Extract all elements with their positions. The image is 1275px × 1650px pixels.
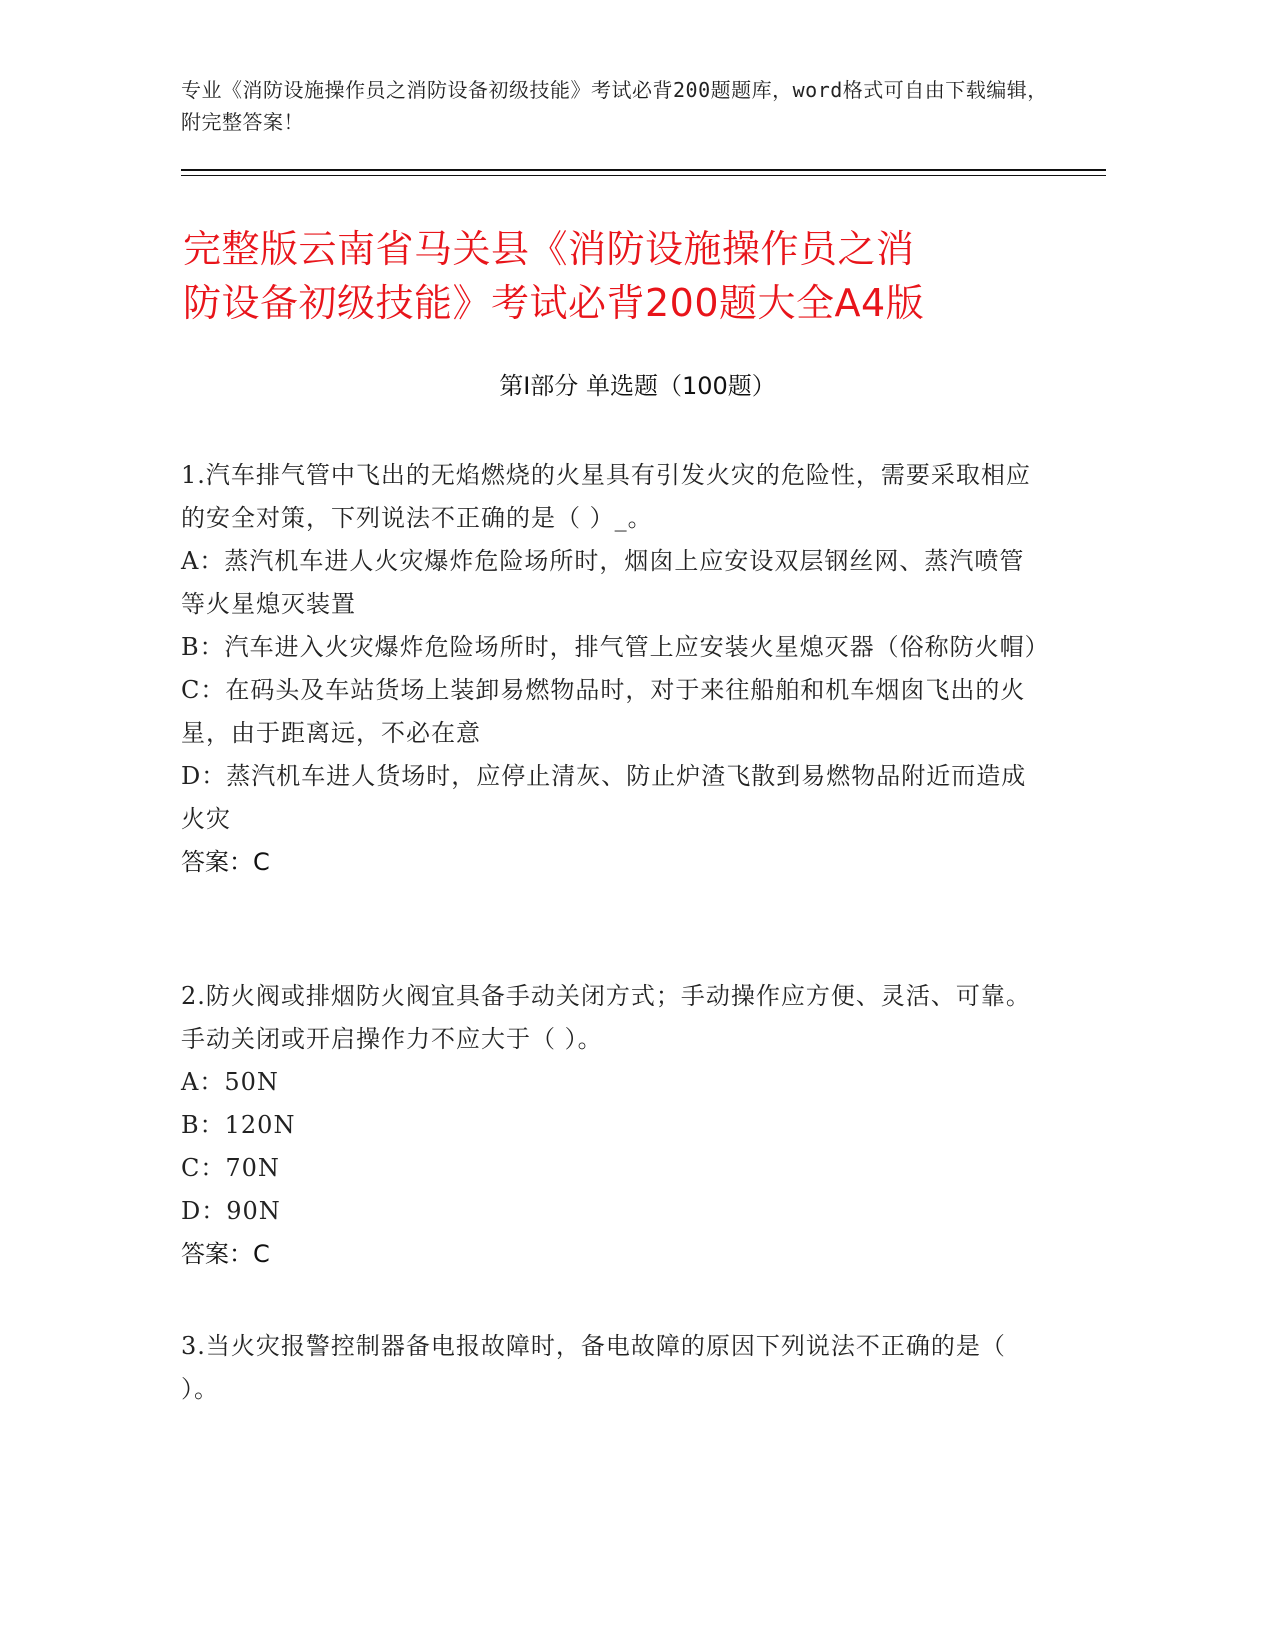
header-divider-thick <box>181 169 1106 171</box>
document-title-line-2: 防设备初级技能》考试必背200题大全A4版 <box>183 281 925 325</box>
question-2 <box>181 975 1041 1276</box>
question-1-option-d: D：蒸汽机车进人货场时，应停止清灰、防止炉渣飞散到易燃物品附近而造成火灾 <box>181 762 1027 833</box>
question-2-text: 2.防火阀或排烟防火阀宜具备手动关闭方式；手动操作应方便、灵活、可靠。手动关闭或开启操作力不应大于（ ）。 <box>181 982 1031 1053</box>
document-title <box>183 222 1063 330</box>
question-1-text: 1.汽车排气管中飞出的无焰燃烧的火星具有引发火灾的危险性，需要采取相应的安全对策，下列说法不正确的是（ ）_。 <box>181 461 1031 532</box>
question-1-option-c: C：在码头及车站货场上装卸易燃物品时，对于来往船舶和机车烟囱飞出的火星，由于距离远，不必在意 <box>181 676 1026 747</box>
question-2-option-c: C：70N <box>181 1154 280 1182</box>
question-2-option-d: D：90N <box>181 1197 281 1225</box>
question-2-option-b: B：120N <box>181 1111 296 1139</box>
question-1 <box>181 454 1050 884</box>
question-2-option-a: A：50N <box>181 1068 279 1096</box>
header-note: 专业《消防设施操作员之消防设备初级技能》考试必背200题题库，word格式可自由下载编辑，附完整答案！ <box>181 78 1048 134</box>
section-heading: 第I部分 单选题（100题） <box>499 372 776 400</box>
question-2-answer: 答案：C <box>181 1240 270 1268</box>
question-3-text: 3.当火灾报警控制器备电报故障时，备电故障的原因下列说法不正确的是（ ）。 <box>181 1332 1006 1403</box>
question-3 <box>181 1325 1041 1411</box>
document-title-line-1: 完整版云南省马关县《消防设施操作员之消 <box>183 227 915 271</box>
question-1-answer: 答案：C <box>181 848 270 876</box>
question-1-option-a: A：蒸汽机车进人火灾爆炸危险场所时，烟囱上应安设双层钢丝网、蒸汽喷管等火星熄灭装置 <box>181 547 1025 618</box>
question-1-option-b: B：汽车进入火灾爆炸危险场所时，排气管上应安装火星熄灭器（俗称防火帽） <box>181 633 1050 661</box>
header-divider-thin <box>181 175 1106 176</box>
